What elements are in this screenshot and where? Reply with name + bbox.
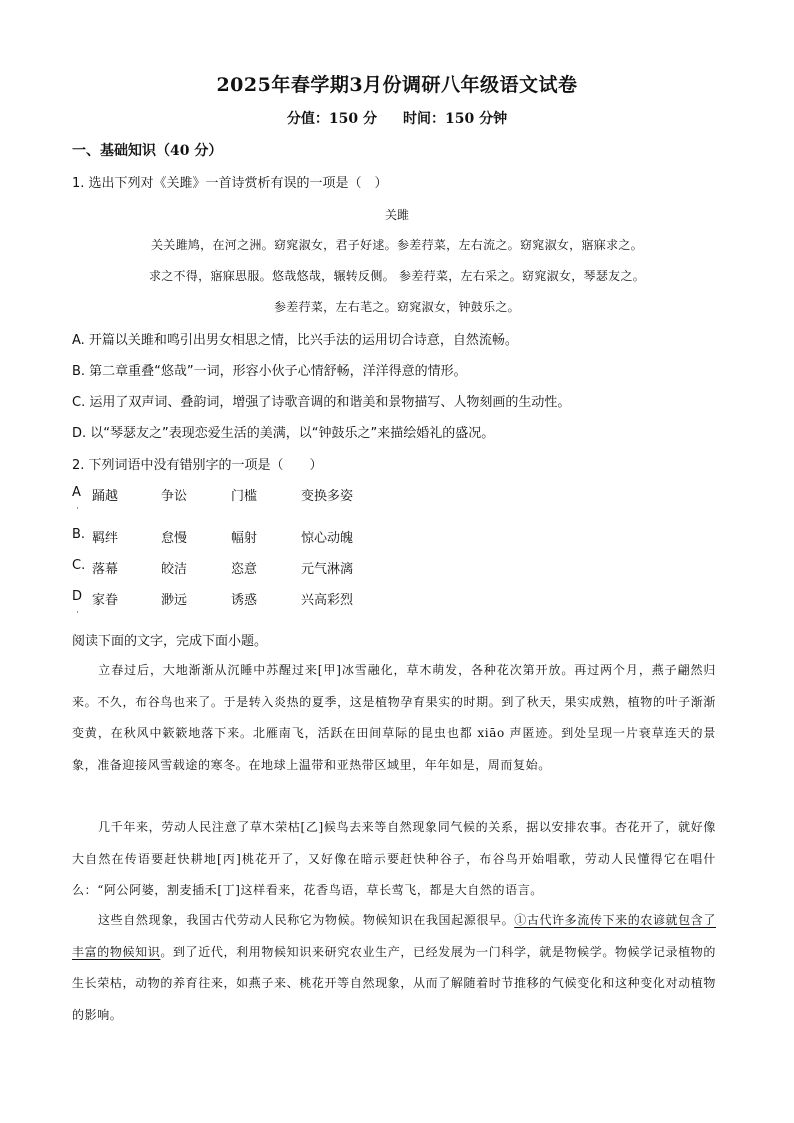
- q1-option-b: B. 第二章重叠“悠哉”一词，形容小伙子心情舒畅，洋洋得意的情形。: [72, 364, 467, 379]
- poem-line: 参差荇菜，左右芼之。窈窕淑女，钟鼓乐之。: [273, 300, 520, 314]
- q1-stem: 1. 选出下列对《关雎》一首诗赏析有误的一项是（ ）: [72, 176, 388, 191]
- word: 羁绊: [92, 531, 119, 546]
- q1-option-d: D. 以“琴瑟友之”表现恋爱生活的美满，以“钟鼓乐之”来描绘婚礼的盛况。: [72, 426, 495, 441]
- score-info: 分值：150 分: [286, 111, 377, 127]
- paragraph-text: 这些自然现象，我国古代劳动人民称它为物候。物候知识在我国起源很早。: [98, 913, 515, 927]
- option-label: C.: [72, 558, 86, 573]
- reading-intro: 阅读下面的文字，完成下面小题。: [72, 634, 268, 649]
- q2-stem: 2. 下列词语中没有错别字的一项是（ ）: [72, 458, 323, 473]
- word: 渺远: [161, 593, 188, 608]
- option-label: B.: [72, 527, 86, 542]
- word: 变换多姿: [301, 489, 354, 504]
- option-label: D: [72, 589, 83, 604]
- word: 家眷: [92, 593, 119, 608]
- word: 门槛: [231, 489, 258, 504]
- exam-info: [0, 108, 794, 128]
- word: 落幕: [92, 562, 119, 577]
- word: 皎洁: [161, 562, 188, 577]
- time-info: 时间：150 分钟: [403, 111, 508, 127]
- q1-option-a: A. 开篇以关雎和鸣引出男女相思之情，比兴手法的运用切合诗意，自然流畅。: [72, 333, 518, 348]
- q1-option-c: C. 运用了双声词、叠韵词，增强了诗歌音调的和谐美和景物描写、人物刻画的生动性。: [72, 395, 571, 410]
- passage-paragraph-3: [72, 905, 716, 1031]
- paragraph-text: 立春过后，大地渐渐从沉睡中苏醒过来[甲]冰雪融化，草木萌发，各种花次第开放。再过两个月，燕子翩然归来。不久，布谷鸟也来了。于是转入炎热的夏季，这是植物孕育果实的时期。到了秋天，果实成熟，植物的叶子渐渐变黄，在秋风中簌簌地落下来。北雁南飞，活跃在田间草际的昆虫也都 xiāo 声匿迹。到处呈现一片衰草连天的景象，准备迎接风雪载途的寒冬。在地球上温带和亚热带区域里，年年如是，周而复始。: [72, 663, 716, 772]
- word: 元气淋漓: [301, 562, 354, 577]
- dot-mark: ·: [76, 503, 79, 513]
- poem-line: 求之不得，寤寐思服。悠哉悠哉，辗转反侧。 参差荇菜，左右采之。窈窕淑女，琴瑟友之。: [148, 269, 646, 283]
- word: 恣意: [231, 562, 258, 577]
- exam-title: 2025年春学期3月份调研八年级语文试卷: [216, 74, 578, 96]
- passage-paragraph-1: [72, 655, 716, 781]
- word: 惊心动魄: [301, 531, 354, 546]
- word: 诱惑: [231, 593, 258, 608]
- word: 幅射: [231, 531, 258, 546]
- word: 怠慢: [161, 531, 188, 546]
- paragraph-text: 。到了近代，利用物候知识来研究农业生产，已经发展为一门科学，就是物候学。物候学记录植物的生长荣枯，动物的养育往来，如燕子来、桃花开等自然现象，从而了解随着时节推移的气候变化和这种变化对动植物的影响。: [72, 944, 717, 1022]
- option-label: A: [72, 485, 81, 500]
- dot-mark: ·: [76, 607, 79, 617]
- poem-title: 关雎: [384, 208, 409, 222]
- word: 兴高彩烈: [301, 593, 354, 608]
- word: 争讼: [161, 489, 188, 504]
- poem-line: 关关雎鸠，在河之洲。窈窕淑女，君子好逑。参差荇菜，左右流之。窈窕淑女，寤寐求之。: [150, 238, 643, 252]
- passage-paragraph-2: [72, 812, 716, 907]
- paragraph-text: 几千年来，劳动人民注意了草木荣枯[乙]候鸟去来等自然现象同气候的关系，据以安排农事。杏花开了，就好像大自然在传语要赶快耕地[丙]桃花开了，又好像在暗示要赶快种谷子，布谷鸟开始唱歌，劳动人民懂得它在唱什么：“阿公阿婆，割麦插禾[丁]这样看来，花香鸟语，草长莺飞，都是大自然的语言。: [72, 820, 716, 897]
- underlined-sentence: ①古代许多流传下来的农谚就包含了丰富的物候知识: [72, 913, 716, 959]
- section-heading: 一、基础知识（40 分）: [72, 143, 223, 159]
- word: 踊越: [92, 489, 119, 504]
